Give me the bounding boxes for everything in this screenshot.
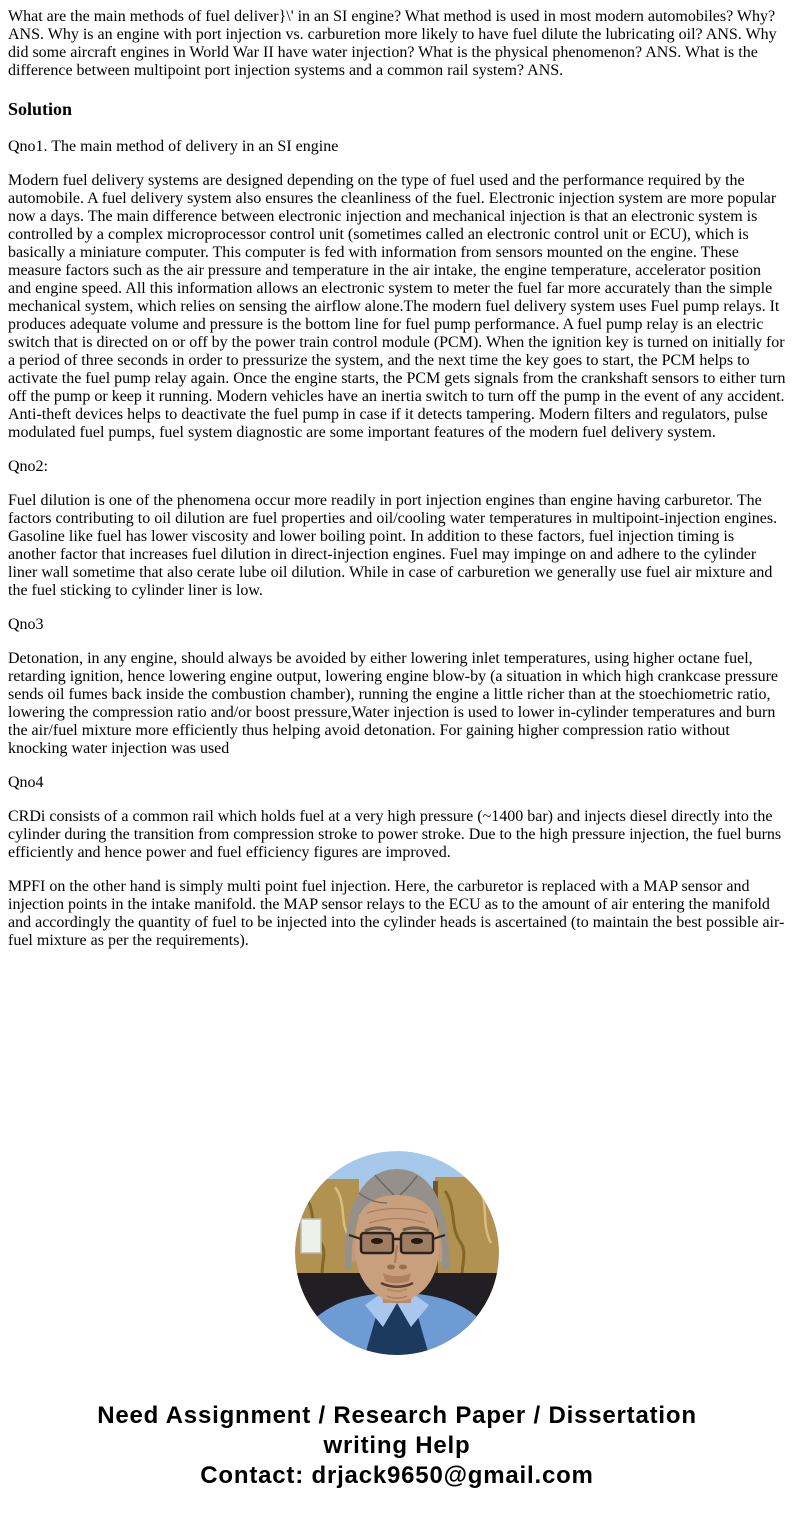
document-page bbox=[8, 8, 786, 1491]
question-paragraph: What are the main methods of fuel deliver}\' in an SI engine? What method is used in most modern automobiles? Why? ANS. Why is an engine with port injection vs. carburetion more likely to have fuel dilute the lubricating oil? ANS. Why did some aircraft engines in World War II have water injection? What is the physical phenomenon? ANS. What is the difference between multipoint port injection systems and a common rail system? ANS. bbox=[8, 8, 777, 79]
tutor-photo bbox=[295, 1151, 499, 1355]
promo-footer-line-2: writing Help bbox=[323, 1432, 471, 1460]
solution-heading: Solution bbox=[8, 99, 73, 119]
qno2-label: Qno2: bbox=[8, 458, 48, 476]
qno4-label: Qno4 bbox=[8, 774, 44, 792]
qno1-answer: Modern fuel delivery systems are designed depending on the type of fuel used and the performance required by the automobile. A fuel delivery system also ensures the cleanliness of the fuel. Electronic injection system are more popular now a days. The main difference between electronic injection and mechanical injection is that an electronic system is controlled by a complex microprocessor control unit (sometimes called an electronic control unit or ECU), which is basically a miniature computer. This computer is fed with information from sensors mounted on the engine. These measure factors such as the air pressure and temperature in the air intake, the engine temperature, accelerator position and engine speed. All this information allows an electronic system to meter the fuel far more accurately than the simple mechanical system, which relies on sensing the airflow alone.The modern fuel delivery system uses Fuel pump relays. It produces adequate volume and pressure is the bottom line for fuel pump performance. A fuel pump relay is an electric switch that is directed on or off by the power train control module (PCM). When the ignition key is turned on initially for a period of three seconds in order to pressurize the system, and the next time the key goes to start, the PCM helps to activate the fuel pump relay again. Once the engine starts, the PCM gets signals from the crankshaft sensors to either turn off the pump or keep it running. Modern vehicles have an inertia switch to turn off the pump in the event of any accident. Anti-theft devices helps to deactivate the fuel pump in case if it detects tampering. Modern filters and regulators, pulse modulated fuel pumps, fuel system diagnostic are some important features of the modern fuel delivery system. bbox=[8, 172, 786, 442]
qno1-label: Qno1. The main method of delivery in an SI engine bbox=[8, 138, 339, 156]
promo-footer-line-1: Need Assignment / Research Paper / Dissertation bbox=[97, 1402, 697, 1430]
qno4-answer-crdi: CRDi consists of a common rail which holds fuel at a very high pressure (~1400 bar) and injects diesel directly into the cylinder during the transition from compression stroke to power stroke. Due to the high pressure injection, the fuel burns efficiently and hence power and fuel efficiency figures are improved. bbox=[8, 808, 782, 862]
promo-footer bbox=[8, 1401, 786, 1491]
qno4-answer-mpfi: MPFI on the other hand is simply multi point fuel injection. Here, the carburetor is replaced with a MAP sensor and injection points in the intake manifold. the MAP sensor relays to the ECU as to the amount of air entering the manifold and accordingly the quantity of fuel to be injected into the cylinder heads is ascertained (to maintain the best possible air-fuel mixture as per the requirements). bbox=[8, 878, 785, 950]
qno2-answer: Fuel dilution is one of the phenomena occur more readily in port injection engines than engine having carburetor. The factors contributing to oil dilution are fuel properties and oil/cooling water temperatures in multipoint-injection engines. Gasoline like fuel has lower viscosity and lower boiling point. In addition to these factors, fuel injection timing is another factor that increases fuel dilution in direct-injection engines. Fuel may impinge on and adhere to the cylinder liner wall sometime that also cerate lube oil dilution. While in case of carburetion we generally use fuel air mixture and the fuel sticking to cylinder liner is low. bbox=[8, 492, 778, 600]
avatar-row bbox=[8, 1151, 786, 1355]
promo-footer-contact: Contact: drjack9650@gmail.com bbox=[200, 1462, 594, 1490]
qno3-label: Qno3 bbox=[8, 616, 44, 634]
tutor-photo-illustration bbox=[295, 1151, 499, 1355]
qno3-answer: Detonation, in any engine, should always be avoided by either lowering inlet temperatures, using higher octane fuel, retarding ignition, hence lowering engine output, lowering engine blow-by (a situation in which high crankcase pressure sends oil fumes back inside the combustion chamber), running the engine a little richer than at the stoechiometric ratio, lowering the compression ratio and/or boost pressure,Water injection is used to lower in-cylinder temperatures and burn the air/fuel mixture more efficiently thus helping avoid detonation. For gaining higher compression ratio without knocking water injection was used bbox=[8, 650, 779, 758]
